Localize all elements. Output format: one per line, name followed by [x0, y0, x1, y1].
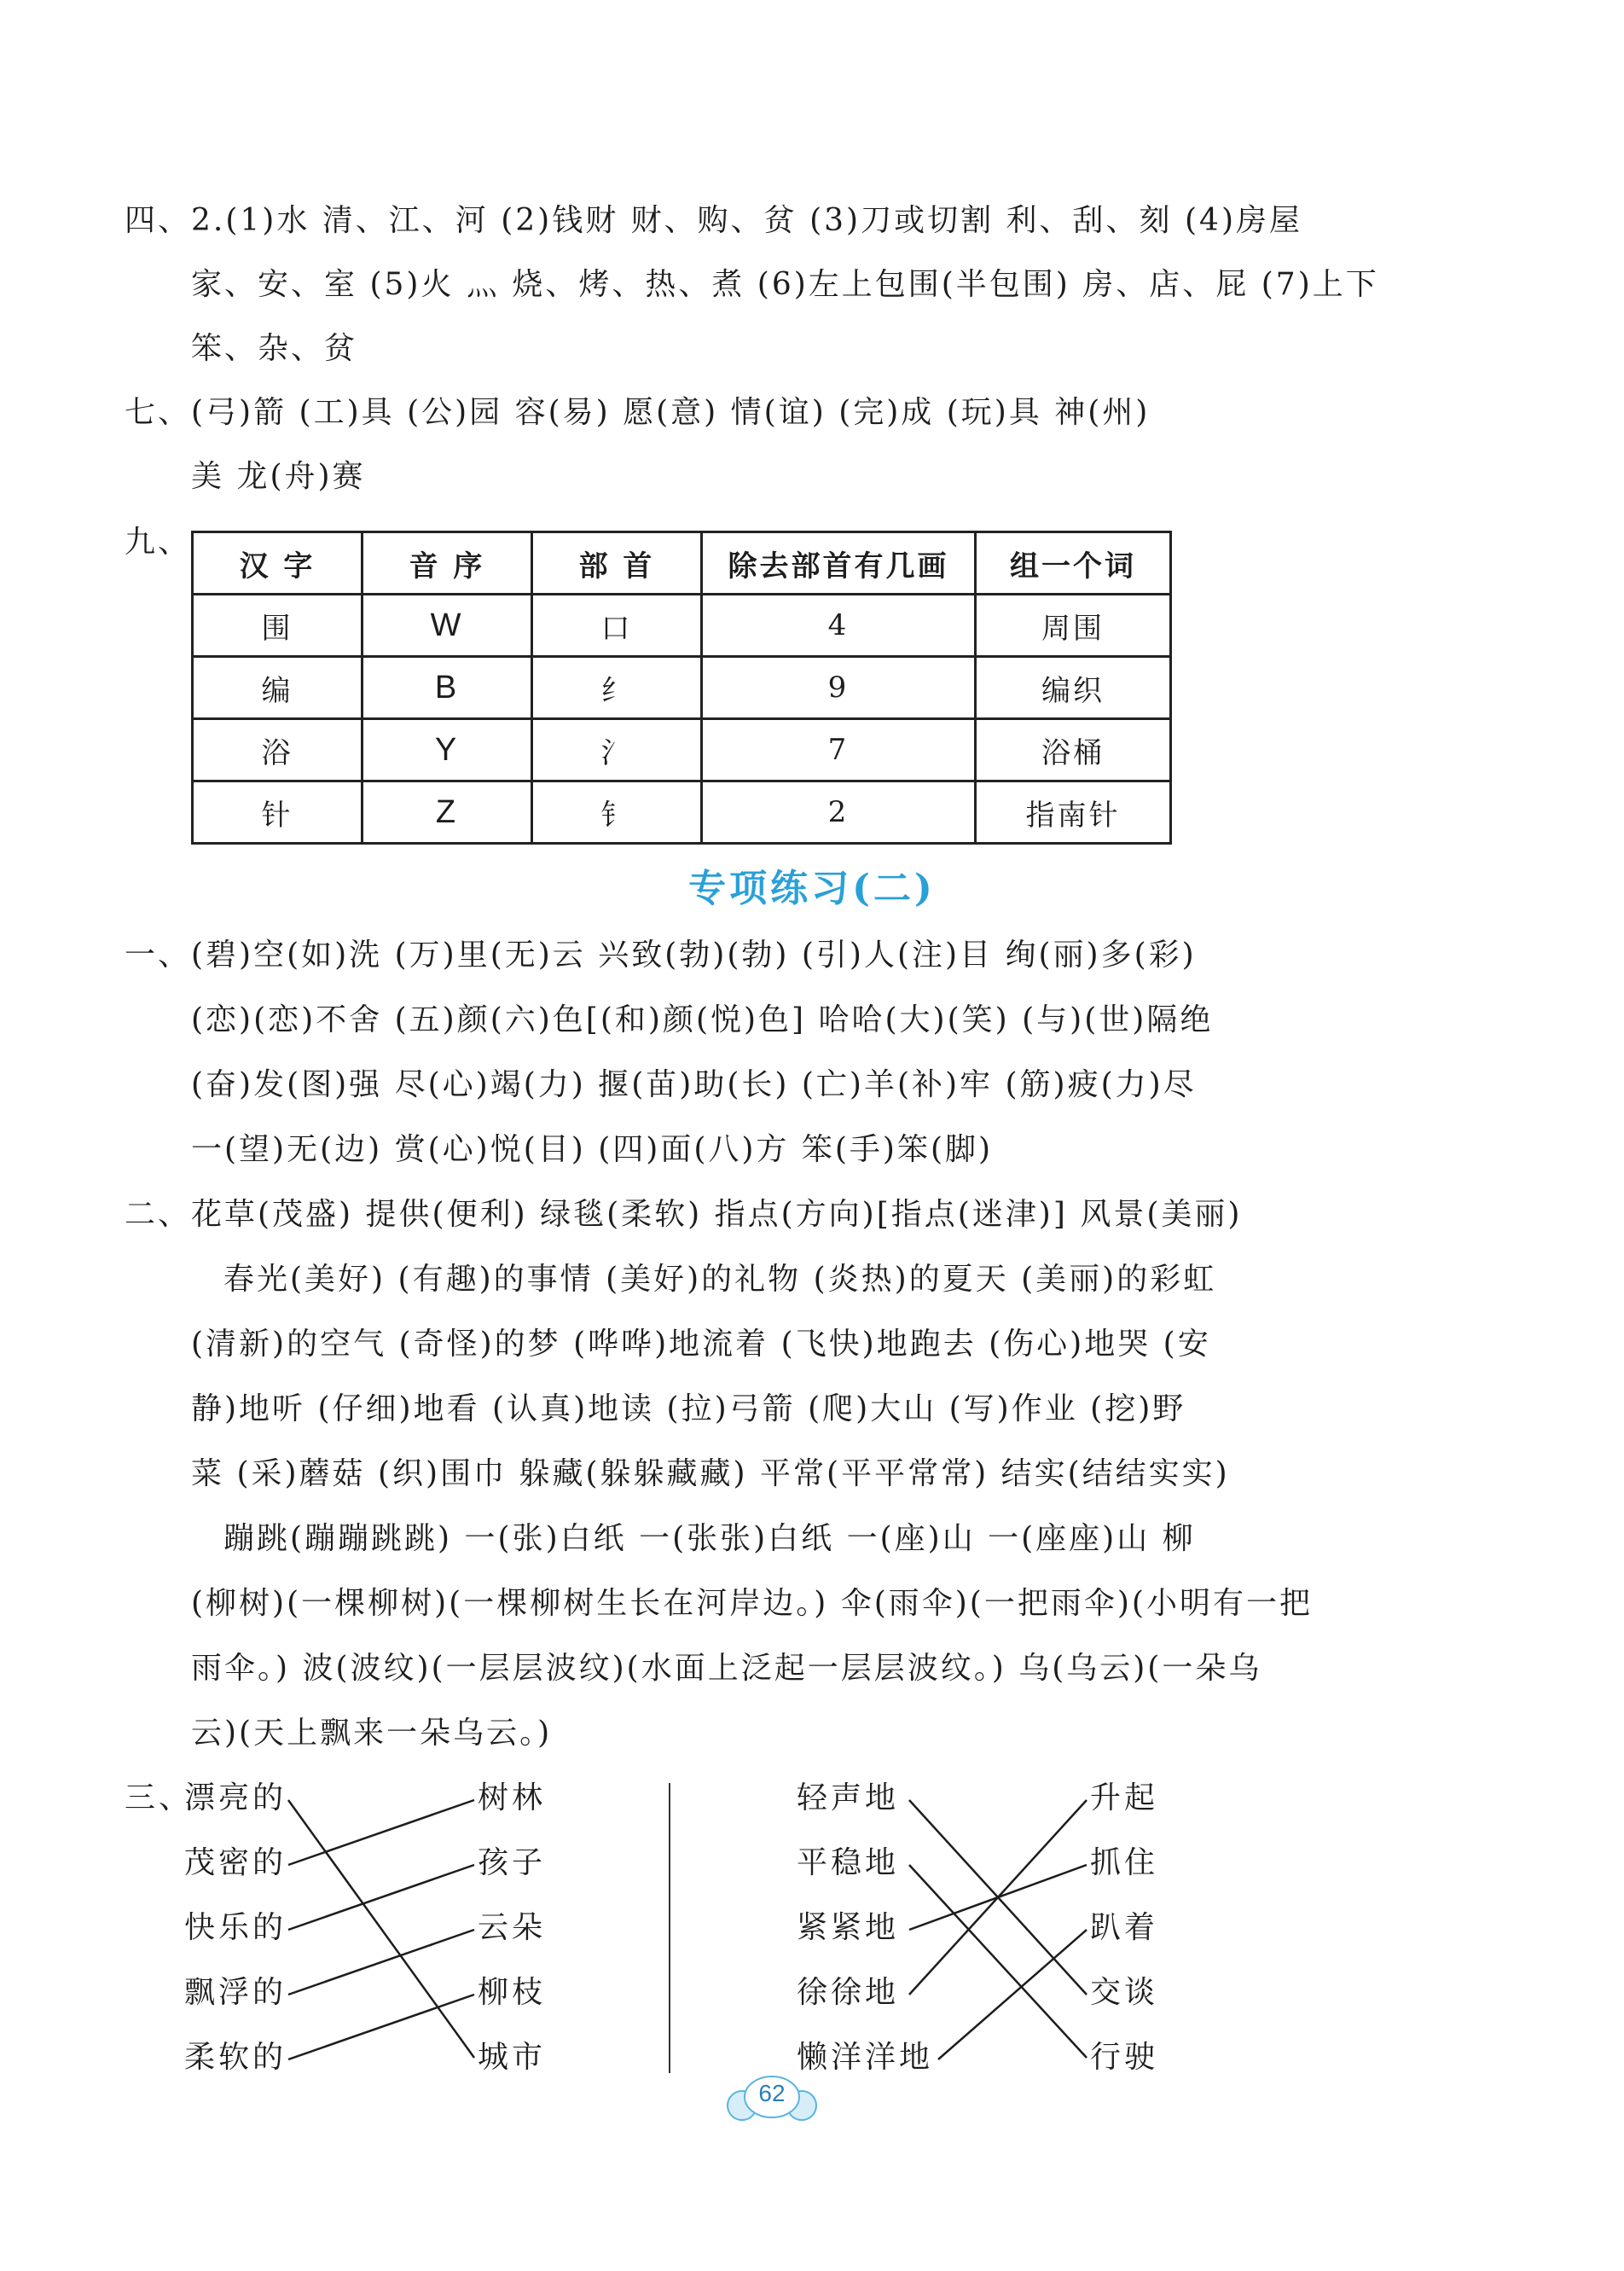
section4-line3: 笨、杂、贫 [191, 331, 358, 366]
right-target: 抓住 [1090, 1845, 1159, 1880]
table-cell: 编 [193, 657, 362, 719]
table-cell: 氵 [532, 719, 702, 781]
table-cell: Y [362, 719, 532, 781]
section7-line1: 七、(弓)箭 (工)具 (公)园 容(易) 愿(意) 情(谊) (完)成 (玩)具 神(州) [125, 395, 1151, 430]
right-word: 紧紧地 [797, 1910, 900, 1945]
table-cell: Z [362, 781, 532, 844]
table-cell: 周围 [976, 595, 1171, 657]
table-header: 音 序 [362, 532, 532, 595]
match-line [909, 1865, 1087, 2058]
table-cell: 4 [702, 595, 976, 657]
part2-line7: (柳树)(一棵柳树)(一棵柳树生长在河岸边。) 伞(雨伞)(一把雨伞)(小明有一把 [191, 1586, 1313, 1621]
match-line [288, 1995, 474, 2059]
page-number-badge [725, 2073, 819, 2124]
table-cell: 钅 [532, 781, 702, 844]
part2-line4: 静)地听 (仔细)地看 (认真)地读 (拉)弓箭 (爬)大山 (写)作业 (挖)野 [191, 1391, 1186, 1426]
table-header: 组一个词 [976, 532, 1171, 595]
section4-line2: 家、安、室 (5)火 灬 烧、烤、热、煮 (6)左上包围(半包围) 房、店、屁 (7)上下 [191, 267, 1379, 302]
match-line [288, 1930, 474, 1995]
table-cell: 浴 [193, 719, 362, 781]
part2-line3: (清新)的空气 (奇怪)的梦 (哗哗)地流着 (飞快)地跑去 (伤心)地哭 (安 [191, 1327, 1211, 1362]
left-word: 茂密的 [184, 1845, 287, 1880]
table-header: 部 首 [532, 532, 702, 595]
left-target: 柳枝 [478, 1975, 547, 2010]
table-cell: 7 [702, 719, 976, 781]
right-word: 懒洋洋地 [797, 2040, 934, 2075]
table-cell: W [362, 595, 532, 657]
part2-line9: 云)(天上飘来一朵乌云。) [191, 1716, 553, 1751]
table-cell: 口 [532, 595, 702, 657]
right-word: 徐徐地 [797, 1975, 900, 2010]
page-number: 62 [758, 2080, 786, 2106]
part1-line4: 一(望)无(边) 赏(心)悦(目) (四)面(八)方 笨(手)笨(脚) [191, 1132, 994, 1167]
part1-line3: (奋)发(图)强 尽(心)竭(力) 揠(苗)助(长) (亡)羊(补)牢 (筋)疲(力)尽 [191, 1067, 1197, 1102]
left-target: 孩子 [478, 1845, 547, 1880]
left-target: 云朵 [478, 1910, 547, 1945]
match-line [288, 1800, 474, 2058]
table-header: 除去部首有几画 [702, 532, 976, 595]
section-title: 专项练习(二) [688, 867, 936, 910]
left-word: 飘浮的 [184, 1975, 287, 2010]
right-target: 交谈 [1090, 1975, 1159, 2010]
left-word: 快乐的 [184, 1910, 287, 1945]
left-word: 漂亮的 [184, 1780, 287, 1815]
table-cell: 编织 [976, 657, 1171, 719]
table-cell: 针 [193, 781, 362, 844]
table-cell: 9 [702, 657, 976, 719]
table-cell: B [362, 657, 532, 719]
table-header: 汉 字 [193, 532, 362, 595]
right-word: 轻声地 [797, 1780, 900, 1815]
part2-line8: 雨伞。) 波(波纹)(一层层波纹)(水面上泛起一层层波纹。) 乌(乌云)(一朵乌 [191, 1651, 1262, 1686]
part2-line2: 春光(美好) (有趣)的事情 (美好)的礼物 (炎热)的夏天 (美丽)的彩虹 [223, 1262, 1217, 1297]
section7-line2: 美 龙(舟)赛 [191, 459, 366, 494]
part1-line1: 一、(碧)空(如)洗 (万)里(无)云 兴致(勃)(勃) (引)人(注)目 绚(丽)多(彩) [125, 938, 1197, 973]
right-word: 平稳地 [797, 1845, 900, 1880]
part2-line6: 蹦跳(蹦蹦跳跳) 一(张)白纸 一(张张)白纸 一(座)山 一(座座)山 柳 [223, 1521, 1196, 1556]
table-cell: 纟 [532, 657, 702, 719]
table-cell: 指南针 [976, 781, 1171, 844]
part2-line1: 二、花草(茂盛) 提供(便利) 绿毯(柔软) 指点(方向)[指点(迷津)] 风景(美丽) [125, 1197, 1243, 1232]
table-cell: 2 [702, 781, 976, 844]
right-target: 行驶 [1090, 2040, 1159, 2075]
match-line [938, 1930, 1087, 2059]
part2-line5: 菜 (采)蘑菇 (织)围巾 躲藏(躲躲藏藏) 平常(平平常常) 结实(结结实实) [191, 1456, 1230, 1491]
left-target: 城市 [478, 2040, 547, 2075]
section4-line1: 四、2.(1)水 清、江、河 (2)钱财 财、购、贫 (3)刀或切割 利、刮、刻 (4)房屋 [125, 203, 1302, 238]
left-word: 柔软的 [184, 2040, 287, 2075]
left-target: 树林 [478, 1780, 547, 1815]
match-line [288, 1865, 474, 1930]
section9-label: 九、 [125, 525, 192, 560]
match-line [288, 1800, 474, 1865]
right-target: 趴着 [1090, 1910, 1159, 1945]
part1-line2: (恋)(恋)不舍 (五)颜(六)色[(和)颜(悦)色] 哈哈(大)(笑) (与)(世)隔绝 [191, 1002, 1214, 1037]
right-target: 升起 [1090, 1780, 1159, 1815]
table-cell: 围 [193, 595, 362, 657]
table-cell: 浴桶 [976, 719, 1171, 781]
part3-label: 三、 [125, 1780, 194, 1815]
